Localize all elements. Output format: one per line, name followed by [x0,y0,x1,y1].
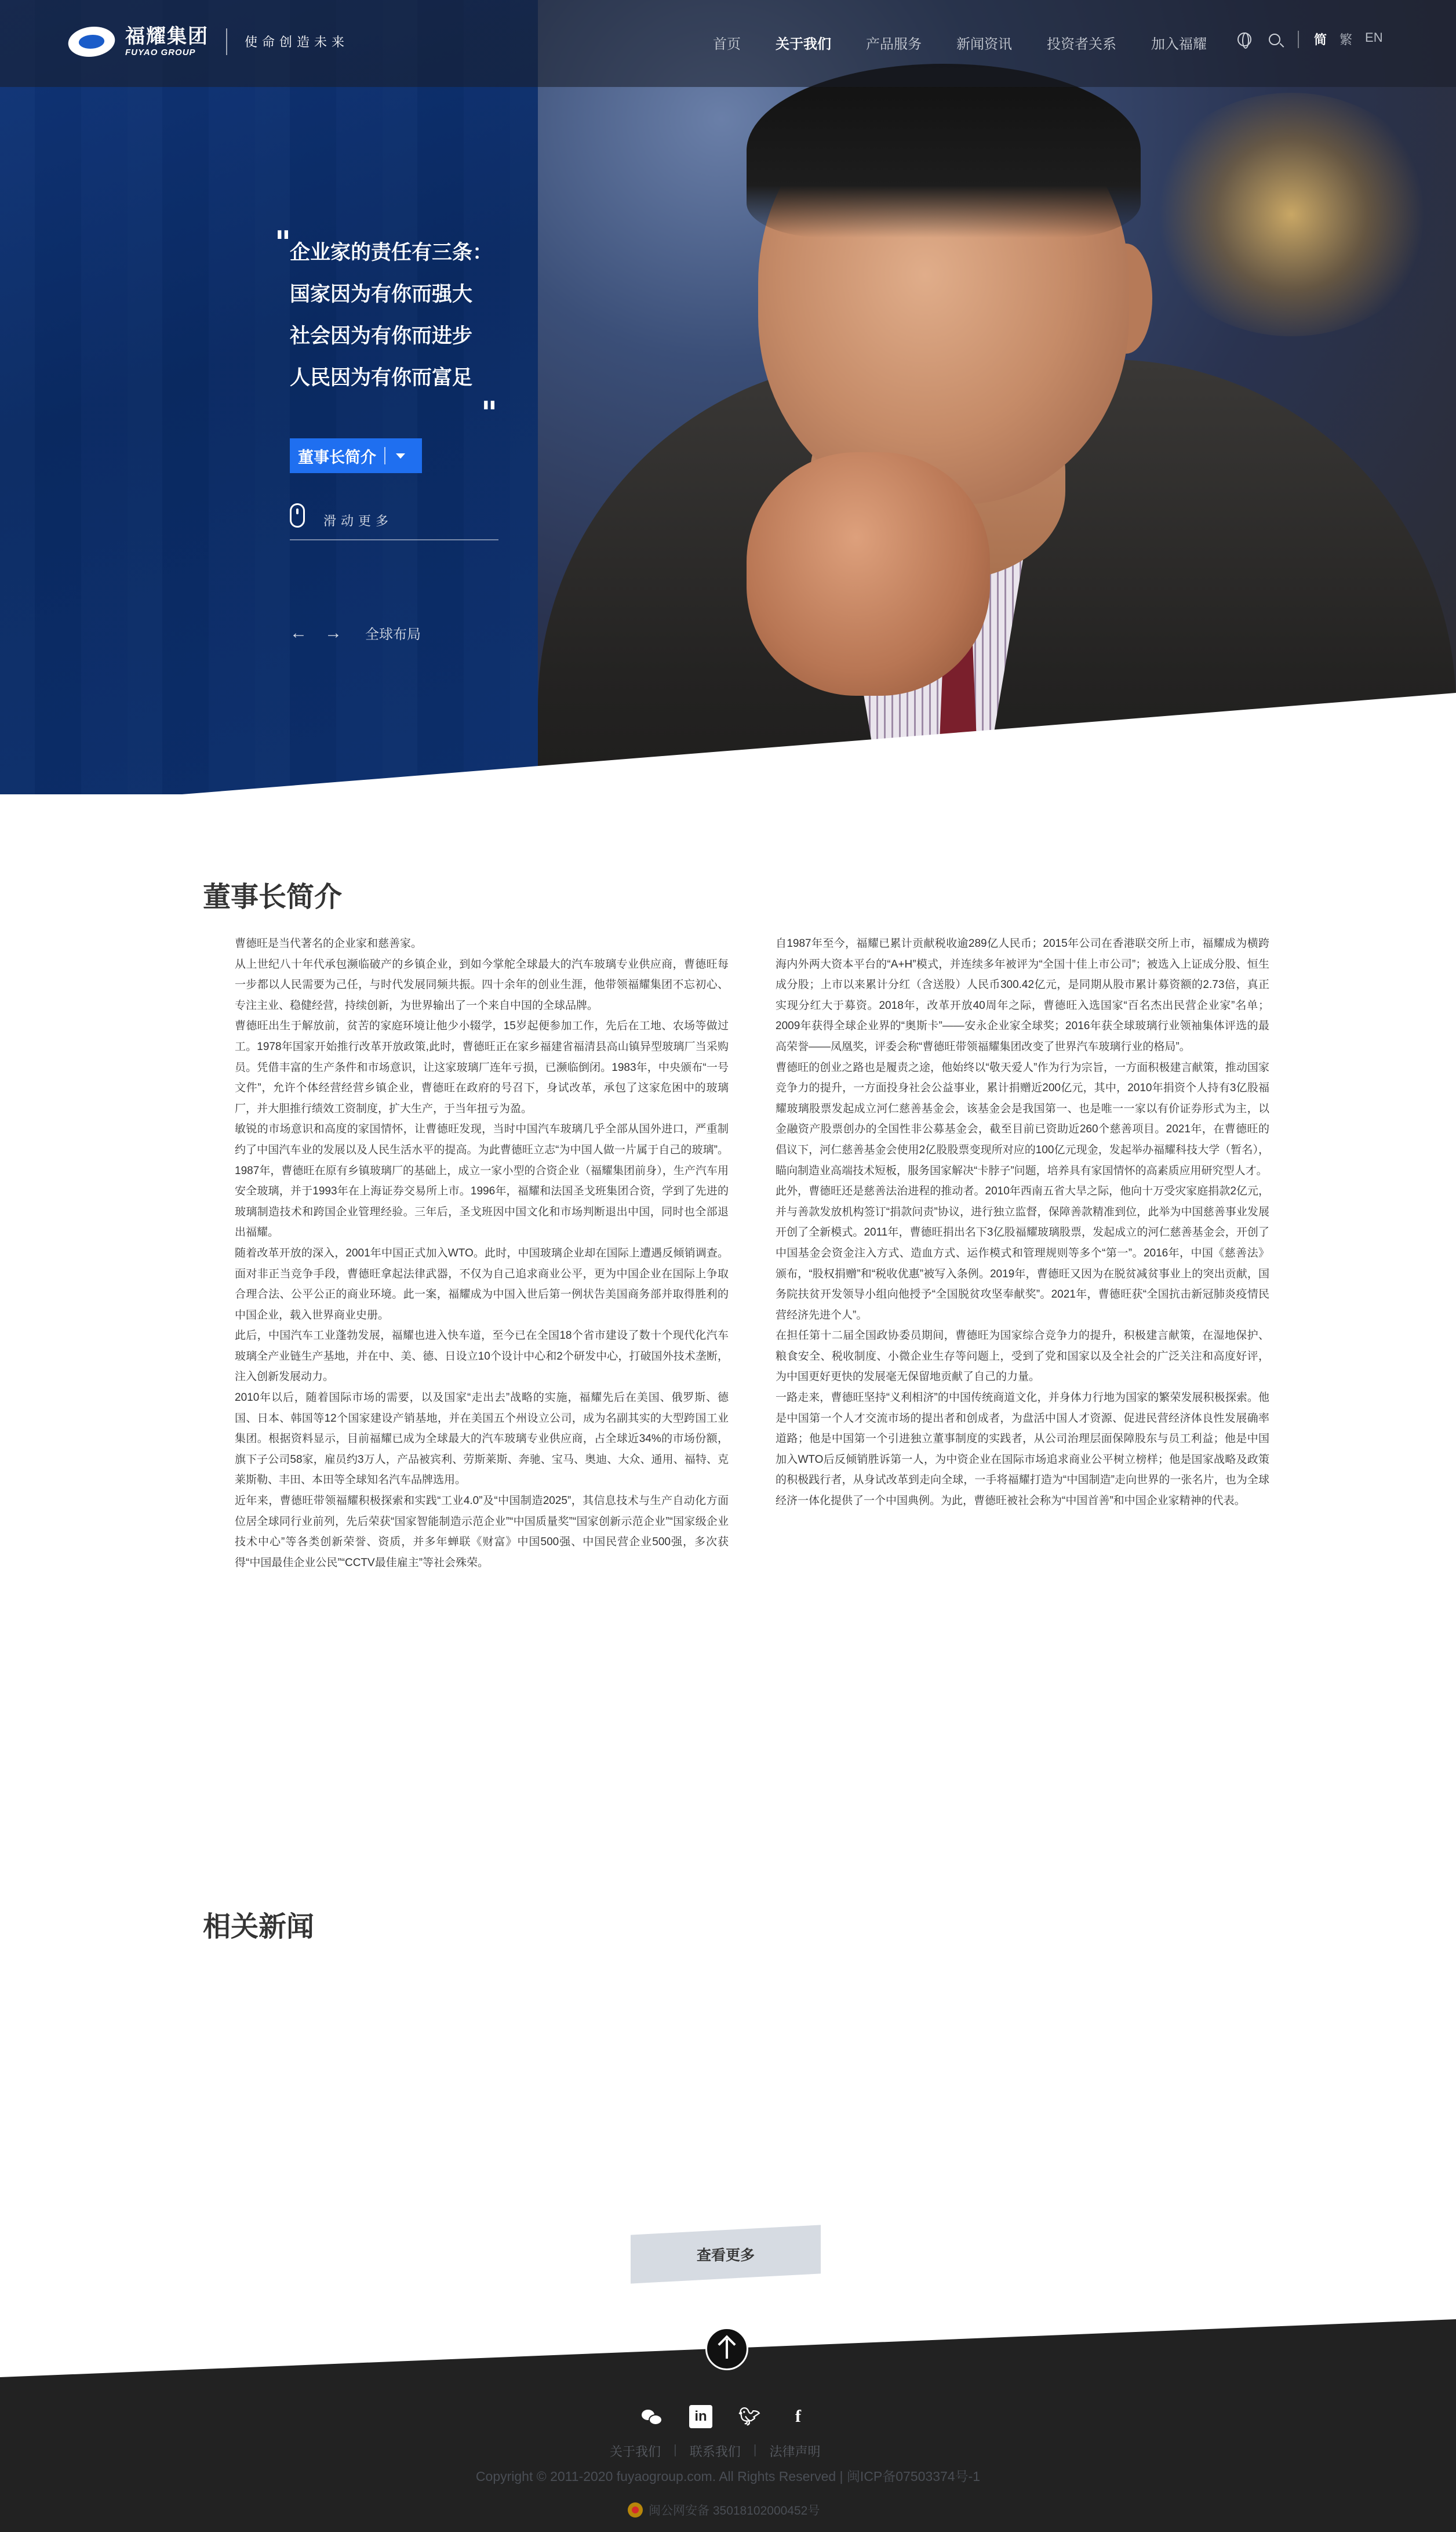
view-more-label: 查看更多 [696,2247,755,2264]
nav-news[interactable]: 新闻资讯 [956,37,1012,52]
logo-chinese-name: 福耀集团 [125,26,209,48]
intro-paragraph: 此后，中国汽车工业蓬勃发展，福耀也进入快车道，至今已在全国18个省市建设了数十个现代化汽车玻璃全产业链生产基地，并在中、美、德、日设立10个设计中心和2个研发中心，打破国外技术垄断，注入创新发展动力。 [235,1329,729,1383]
intro-paragraph: 一路走来，曹德旺坚持“义利相济”的中国传统商道文化，并身体力行地为国家的繁荣发展积极探索。他是中国第一个人才交流市场的提出者和创成者，为盘活中国人才资源、促进民营经济体良性发展确率道路；他是中国第一个引进独立董事制度的实践者，从公司治理层面保障股东与员工利益；他是中国加入WTO后反倾销胜诉第一人，为中资企业在国际市场追求商业公平树立榜样；他是国家战略及政策的积极践行者，从身试改革到走向全球，一手将福耀打造为“中国制造”走向世界的一张名片，也为全球经济一体化提供了一个中国典例。为此，曹德旺被社会称为“中国首善”和中国企业家精神的代表。 [776,1392,1269,1507]
hero-quote [275,224,498,431]
police-record-text: 闽公网安备 35018102000452号 [649,2504,820,2518]
quote-open-mark: " [275,224,292,261]
nav-careers[interactable]: 加入福耀 [1151,37,1207,52]
back-to-top-button[interactable] [705,2327,748,2370]
wechat-icon[interactable] [640,2405,664,2428]
scroll-hint-text: 滑动更多 [323,514,394,528]
nav-about[interactable]: 关于我们 [776,37,831,52]
facebook-icon[interactable]: f [795,2407,801,2426]
quote-line: 人民因为有你而富足 [290,366,473,389]
search-icon[interactable] [1269,34,1280,45]
police-record[interactable] [628,2501,820,2519]
copyright-text: Copyright © 2011-2020 fuyaogroup.com. All Rights Reserved | 闽ICP备07503374号-1 [475,2469,981,2484]
hero-banner [0,0,1456,794]
quote-line: 社会因为有你而进步 [290,325,473,347]
twitter-icon[interactable]: 🐦︎ [738,2407,761,2426]
news-title: 相关新闻 [203,1912,315,1942]
intro-paragraph: 自1987年至今，福耀已累计贡献税收逾289亿人民币；2015年公司在香港联交所上市，福耀成为横跨海内外两大资本平台的“A+H”模式，并连续多年被评为“全国十佳上市公司”；被选入上证成分股、恒生成分股；上市以来累计分红（含送股）人民币300.42亿元，是同期从股市累计募资额的2.73倍，真正实现分红大于募资。2018年，改革开放40周年之际，曹德旺入选国家“百名杰出民营企业家”名单；2009年获得全球企业界的“奥斯卡”——安永企业家全球奖；2016年获全球玻璃行业领袖集体评选的最高荣誉——凤凰奖，评委会称“曹德旺带领福耀集团改变了世界汽车玻璃行业的格局”。 [776,938,1269,1053]
intro-paragraph: 曹德旺出生于解放前，贫苦的家庭环境让他少小辍学，15岁起便参加工作，先后在工地、农场等做过工。1978年国家开始推行改革开放政策,此时，曹德旺正在家乡福建省福清县高山镇异型玻璃厂当采购员。凭借丰富的生产条件和市场意识，让这家玻璃厂连年亏损，已濒临倒闭。1983年，中央颁布“一号文件”，允许个体经营经营乡镇企业，曹德旺在政府的号召下，身试改革，承包了这家危困中的玻璃厂，并大胆推行绩效工资制度，扩大生产，于当年扭亏为盈。 [235,1020,729,1115]
chairman-photo [538,0,1456,794]
chairman-intro-dropdown[interactable] [290,438,422,473]
next-arrow-icon[interactable]: → [325,623,342,642]
caret-down-icon [396,453,405,459]
up-arrow-icon [726,2339,728,2359]
intro-left-column [235,933,729,1573]
intro-paragraph: 曹德旺的创业之路也是履责之途，他始终以“敬天爱人”作为行为宗旨，一方面积极建言献策，推动国家竞争力的提升，一方面投身社会公益事业，累计捐赠近200亿元，其中，2010年捐资个人持有3亿股福耀玻璃股票发起成立河仁慈善基金会，该基金会是我国第一、也是唯一一家以有价证券形式为主，以金融资产股票创办的全国性非公募基金会，截至目前已资助近260个慈善项目。2021年，在曹德旺的倡议下，河仁慈善基金会使用2亿股股票变现所对应的100亿元现金，发起举办福耀科技大学（暂名），瞄向制造业高端技术短板，服务国家解决“卡脖子”问题，培养具有家国情怀的高素质应用研究型人才。 [776,1061,1269,1177]
hero-pager [290,623,421,643]
fuyao-logo-icon [65,27,117,57]
linkedin-icon[interactable]: in [689,2405,712,2428]
intro-paragraph: 曹德旺是当代著名的企业家和慈善家。 [235,938,423,950]
slogan: 使命创造未来 [245,35,350,49]
language-switcher [1314,30,1396,48]
intro-paragraph: 此外，曹德旺还是慈善法治进程的推动者。2010年西南五省大旱之际，他向十万受灾家庭捐款2亿元，并与善款发放机构签订“捐款问责”协议，进行独立监督，保障善款精准到位，此举为中国慈善事业发展开创了全新模式。2011年，曹德旺捐出名下3亿股福耀玻璃股票，发起成立的河仁慈善基金会，开创了中国基金会资金注入方式、造血方式、运作模式和管理规则等多个“第一”。2016年，中国《慈善法》颁布，“股权捐赠”和“税收优惠”被写入条例。2019年，曹德旺又因为在脱贫减贫事业上的突出贡献，国务院扶贫开发领导小组向他授予“全国脱贫攻坚奉献奖”。2021年，曹德旺获“全国抗击新冠肺炎疫情民营经济先进个人”。 [776,1185,1269,1321]
intro-paragraph: 近年来，曹德旺带领福耀积极探索和实践“工业4.0”及“中国制造2025”，其信息技术与生产自动化方面位居全球同行业前列，先后荣获“国家智能制造示范企业”“中国质量奖”“国家创新示范企业”“国家级企业技术中心”等各类创新荣誉、资质，并多年蝉联《财富》中国500强、中国民营企业500强，多次获得“中国最佳企业公民”“CCTV最佳雇主”等社会殊荣。 [235,1495,729,1569]
footer-links: 关于我们 | 联系我们 | 法律声明 [610,2442,821,2459]
police-badge-icon [628,2502,643,2518]
intro-title: 董事长简介 [203,882,343,913]
lang-traditional[interactable]: 繁 [1339,32,1353,47]
intro-right-column [776,933,1269,1512]
nav-products[interactable]: 产品服务 [866,37,922,52]
quote-close-mark: " [481,394,498,431]
header-tools [1237,30,1396,48]
prev-arrow-icon[interactable]: ← [290,623,307,642]
globe-icon[interactable] [1237,32,1251,46]
lang-simplified[interactable]: 简 [1314,32,1327,47]
logo-english-name: FUYAO GROUP [125,48,196,57]
site-header [0,0,1456,87]
dropdown-label: 董事长简介 [298,448,376,466]
intro-paragraph: 在担任第十二届全国政协委员期间，曹德旺为国家综合竞争力的提升，积极建言献策，在湿地保护、粮食安全、税收制度、小微企业生存等问题上，受到了党和国家以及全社会的广泛关注和高度好评，为中国更好更快的发展毫无保留地贡献了自己的力量。 [776,1329,1269,1383]
intro-paragraph: 敏锐的市场意识和高度的家国情怀，让曹德旺发现，当时中国汽车玻璃几乎全部从国外进口，严重制约了中国汽车业的发展以及人民生活水平的提高。为此曹德旺立志“为中国人做一片属于自己的玻璃”。1987年，曹德旺在原有乡镇玻璃厂的基础上，成立一家小型的合资企业（福耀集团前身），生产汽车用安全玻璃，并于1993年在上海证券交易所上市。1996年，福耀和法国圣戈班集团合资，学到了先进的玻璃制造技术和跨国企业管理经验。三年后，圣戈班因中国文化和市场判断退出中国，同时也全部退出福耀。 [235,1123,729,1239]
lang-english[interactable]: EN [1365,30,1383,45]
footer-link-about[interactable]: 关于我们 [610,2444,661,2459]
main-nav [713,32,1242,53]
quote-line: 国家因为有你而强大 [290,283,473,306]
social-links [640,2405,835,2428]
quote-line: 企业家的责任有三条： [290,241,493,264]
footer-link-contact[interactable]: 联系我们 [689,2444,741,2459]
nav-investors[interactable]: 投资者关系 [1047,37,1116,52]
view-more-button[interactable] [631,2225,821,2283]
intro-paragraph: 从上世纪八十年代承包濒临破产的乡镇企业，到如今掌舵全球最大的汽车玻璃专业供应商，曹德旺每一步都以人民需要为己任，与时代发展同频共振。四十余年的创业生涯，他带领福耀集团不忘初心、专注主业、稳健经营，持续创新，为世界输出了一个来自中国的全球品牌。 [235,958,729,1012]
footer-link-legal[interactable]: 法律声明 [769,2444,821,2459]
scroll-more-hint[interactable] [290,503,498,540]
fuyao-logo[interactable] [68,26,349,57]
intro-paragraph: 随着改革开放的深入，2001年中国正式加入WTO。此时，中国玻璃企业却在国际上遭遇反倾销调查。面对非正当竞争手段，曹德旺拿起法律武器，不仅为自己追求商业公平，更为中国企业在国际上争取合理合法、公平公正的商业环境。此一案，福耀成为中国入世后第一例状告美国商务部并取得胜利的中国企业，载入世界商业史册。 [235,1247,729,1321]
intro-paragraph: 2010年以后，随着国际市场的需要，以及国家“走出去”战略的实施，福耀先后在美国、俄罗斯、德国、日本、韩国等12个国家建设产销基地，并在美国五个州设立公司，成为名副其实的大型跨国工业集团。根据资料显示，目前福耀已成为全球最大的汽车玻璃专业供应商，占全球近34%的市场份额，旗下子公司58家，雇员约3万人，产品被宾利、劳斯莱斯、奔驰、宝马、奥迪、大众、通用、福特、克莱斯勒、丰田、本田等全球知名汽车品牌选用。 [235,1392,729,1487]
mouse-icon [290,503,305,528]
next-slide-label[interactable]: 全球布局 [365,627,421,642]
nav-home[interactable]: 首页 [713,37,741,52]
